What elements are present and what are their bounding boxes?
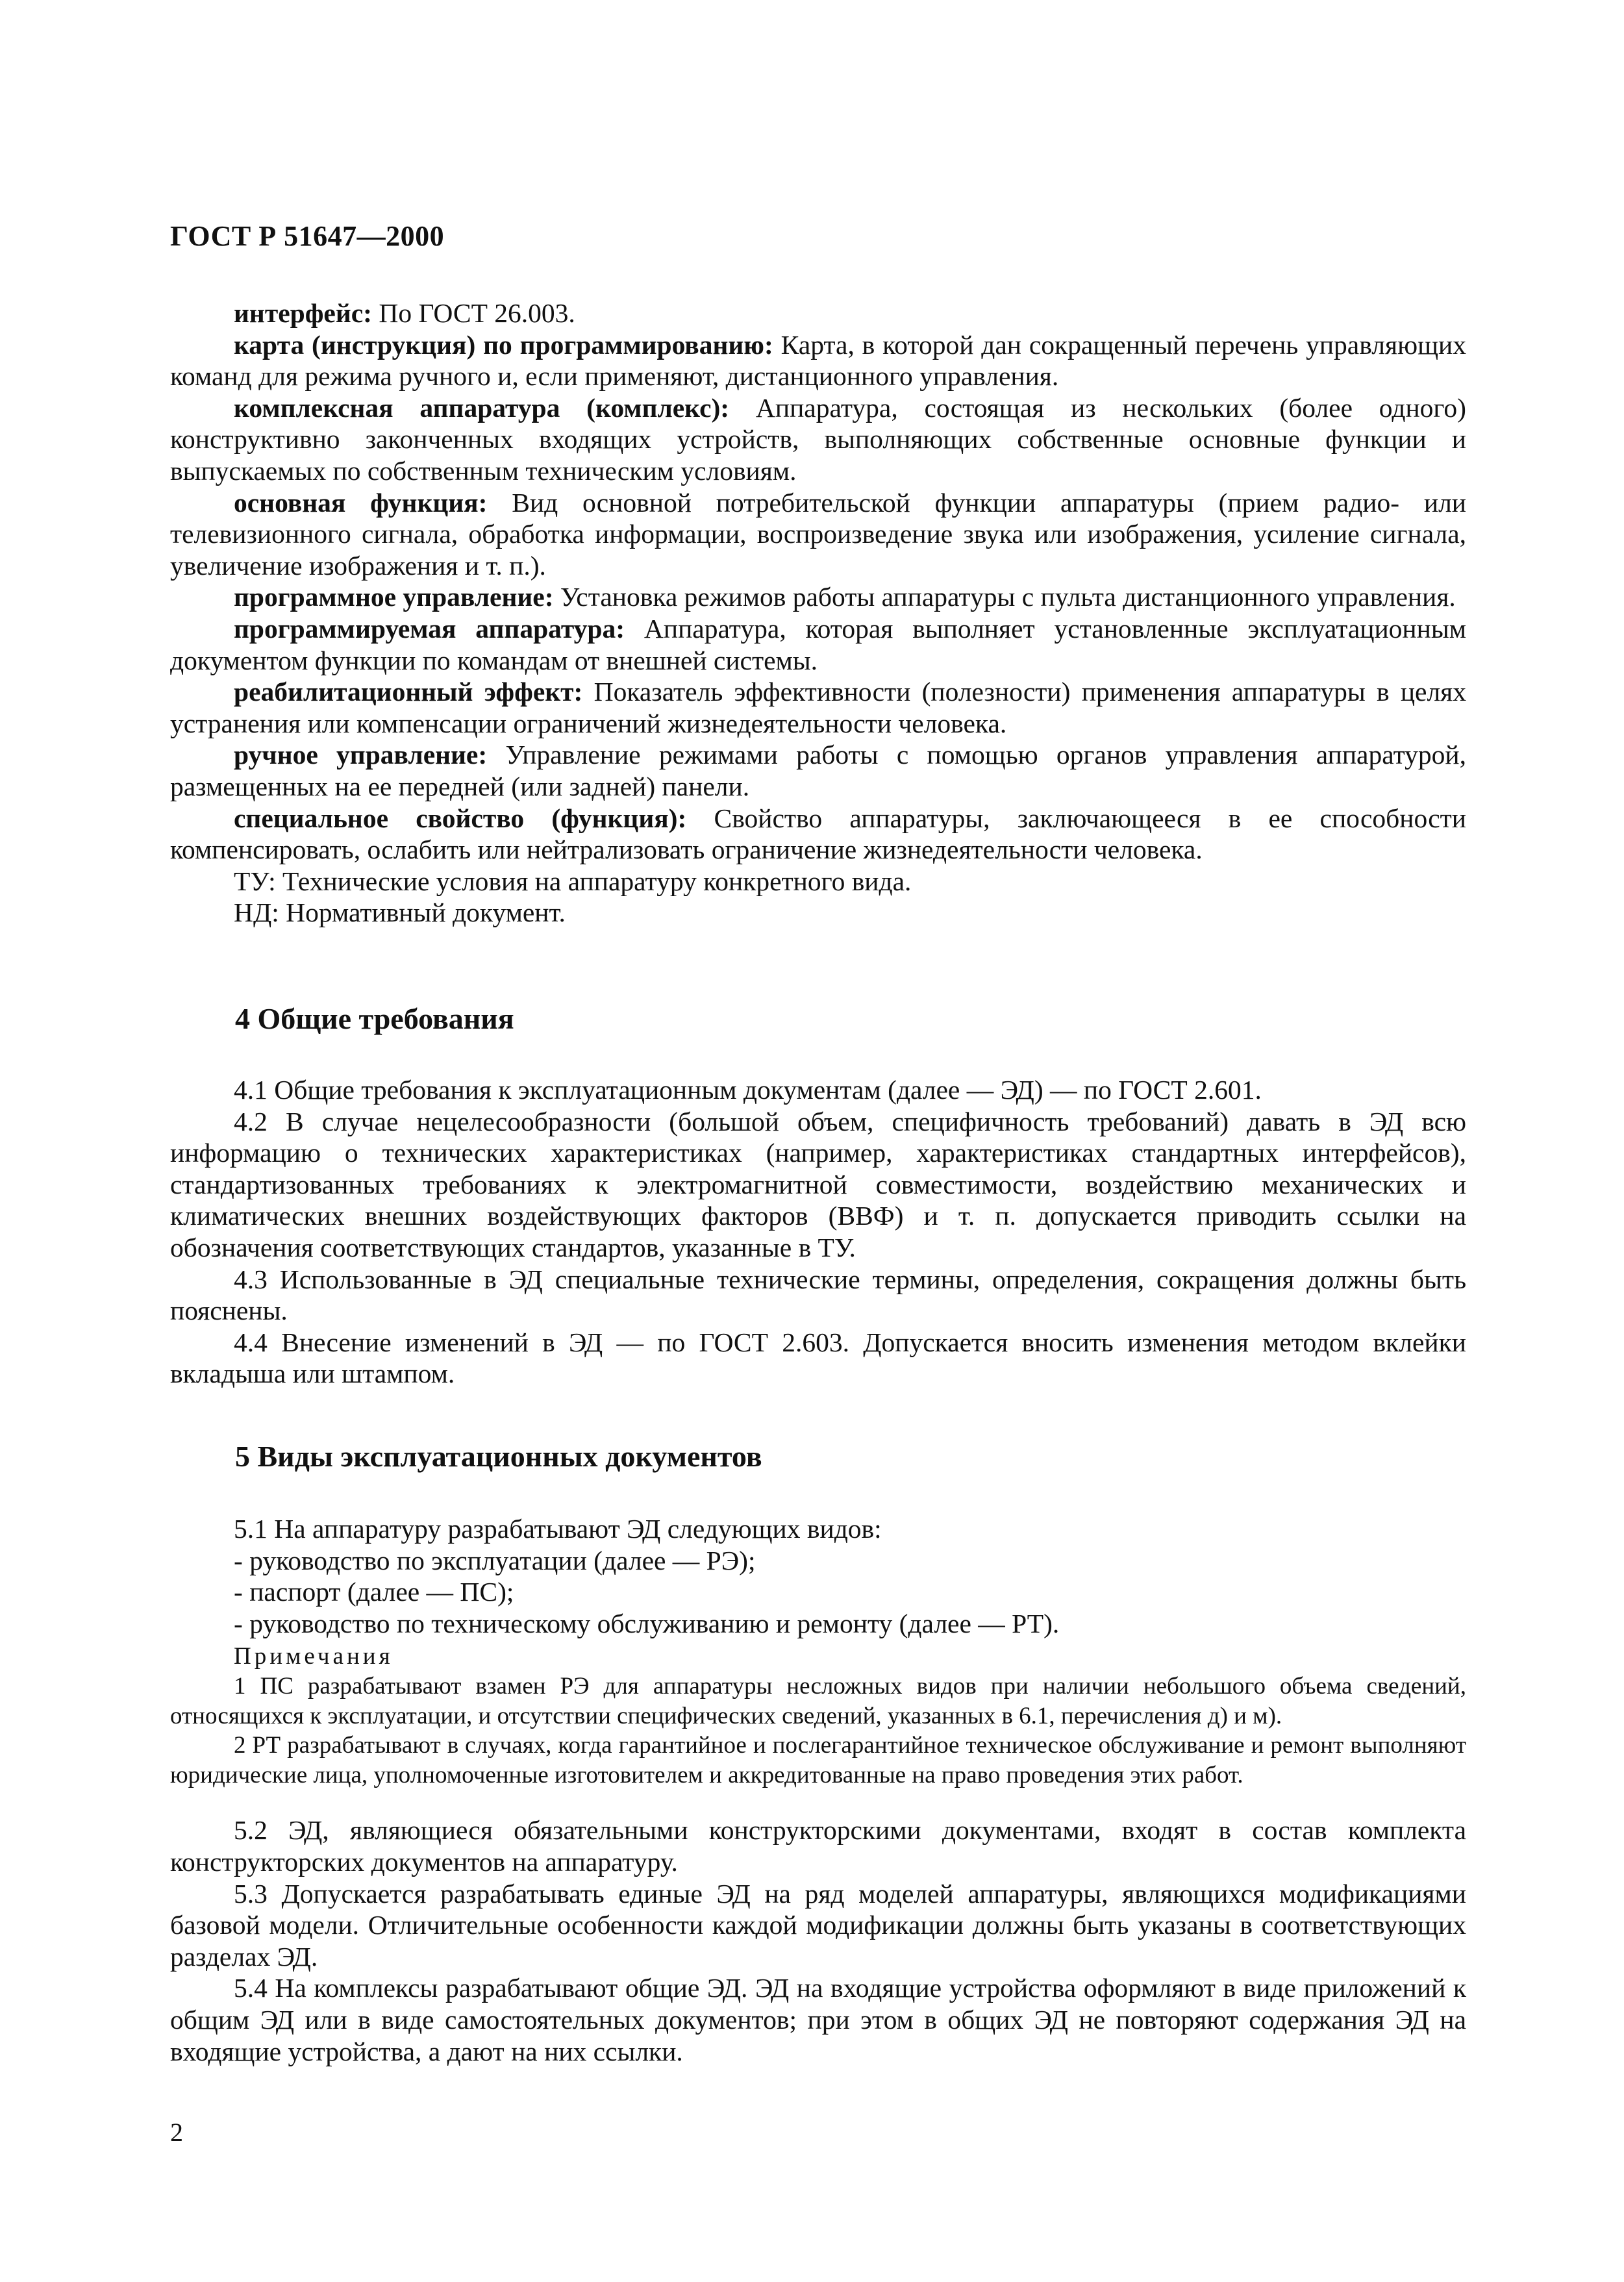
page-number: 2: [170, 2118, 183, 2147]
section-4-heading: 4 Общие требования: [235, 1002, 514, 1035]
paragraph: 5.4 На комплексы разрабатывают общие ЭД. ЭД на входящие устройства оформляют в виде приложений к общим ЭД или в виде самостоятельных документов; при этом в общих ЭД не повторяют содержания ЭД на входящие устройства, а дают на них ссылки.: [170, 1973, 1466, 2066]
definition-item: [170, 739, 1466, 802]
definition-text: ТУ: Технические условия на аппаратуру конкретного вида.: [234, 866, 912, 896]
notes-title: Примечания: [234, 1643, 394, 1670]
definition-text: Вид основной потребительской функции аппаратуры (прием радио- или телевизионного сигнала, обработка информации, воспроизведение звука или изображения, усиление сигнала, увеличение изображения и т. п.).: [170, 487, 1466, 581]
definition-item: [170, 392, 1466, 487]
definition-term: карта (инструкция) по программированию:: [234, 329, 773, 360]
definition-term: ручное управление:: [234, 740, 488, 770]
definition-item: [170, 297, 1466, 329]
definition-item: [170, 613, 1466, 676]
section-5-heading: 5 Виды эксплуатационных документов: [235, 1440, 762, 1473]
definition-item: [170, 803, 1466, 866]
section-4-body: [170, 1074, 1466, 1390]
note: 1 ПС разрабатывают взамен РЭ для аппаратуры несложных видов при наличии небольшого объема сведений, относящихся к эксплуатации, и отсутствии специфических сведений, указанных в 6.1, перечисления д) и м).: [170, 1673, 1466, 1729]
definition-term: программируемая аппаратура:: [234, 613, 625, 644]
definition-text: Управление режимами работы с помощью органов управления аппаратурой, размещенных на ее передней (или задней) панели.: [170, 740, 1466, 801]
definition-item: [170, 897, 1466, 929]
definition-term: программное управление:: [234, 582, 554, 612]
definition-text: Установка режимов работы аппаратуры с пульта дистанционного управления.: [553, 582, 1456, 612]
paragraph: 4.3 Использованные в ЭД специальные технические термины, определения, сокращения должны быть пояснены.: [170, 1264, 1466, 1326]
definition-item: [170, 676, 1466, 739]
note: 2 РТ разрабатывают в случаях, когда гарантийное и послегарантийное техническое обслуживание и ремонт выполняют юридические лица, уполномоченные изготовителем и аккредитованные на право проведения этих работ.: [170, 1732, 1466, 1788]
paragraph: 5.3 Допускается разрабатывать единые ЭД на ряд моделей аппаратуры, являющихся модификациями базовой модели. Отличительные особенности каждой модификации должны быть указаны в соответствующих разделах ЭД.: [170, 1878, 1466, 1972]
paragraph: 4.2 В случае нецелесообразности (большой объем, специфичность требований) давать в ЭД всю информацию о технических характеристиках (например, характеристиках стандартных интерфейсов), стандартизованных требованиях к электромагнитной совместимости, воздействию механических и климатических внешних воздействующих факторов (ВВФ) и т. п. допускается приводить ссылки на обозначения соответствующих стандартов, указанные в ТУ.: [170, 1106, 1466, 1262]
list-item: - руководство по эксплуатации (далее — РЭ);: [234, 1545, 756, 1575]
definition-text: Аппаратура, которая выполняет установленные эксплуатационным документом функции по командам от внешней системы.: [170, 613, 1466, 675]
paragraph: 4.4 Внесение изменений в ЭД — по ГОСТ 2.603. Допускается вносить изменения методом вклейки вкладыша или штампом.: [170, 1327, 1466, 1389]
definition-item: [170, 581, 1466, 613]
definition-text: Показатель эффективности (полезности) применения аппаратуры в целях устранения или компенсации ограничений жизнедеятельности человека.: [170, 677, 1467, 738]
definition-term: комплексная аппаратура (комплекс):: [234, 392, 730, 423]
paragraph: 5.2 ЭД, являющиеся обязательными конструкторскими документами, входят в состав комплекта конструкторских документов на аппаратуру.: [170, 1815, 1466, 1877]
list-item: - паспорт (далее — ПС);: [234, 1577, 514, 1607]
definition-term: реабилитационный эффект:: [234, 677, 583, 707]
definitions-block: [170, 297, 1466, 929]
paragraph: 5.1 На аппаратуру разрабатывают ЭД следующих видов:: [234, 1514, 882, 1544]
definition-text: По ГОСТ 26.003.: [372, 298, 575, 328]
section-5-body: [170, 1513, 1466, 2067]
definition-term: основная функция:: [234, 487, 488, 518]
document-header: ГОСТ Р 51647—2000: [170, 220, 445, 252]
list-item: - руководство по техническому обслуживанию и ремонту (далее — РТ).: [234, 1608, 1060, 1638]
definition-term: интерфейс:: [234, 298, 372, 328]
definition-item: [170, 487, 1466, 582]
definition-text: Свойство аппаратуры, заключающееся в ее способности компенсировать, ослабить или нейтрализовать ограничение жизнедеятельности человека.: [170, 803, 1466, 865]
definition-text: Карта, в которой дан сокращенный перечень управляющих команд для режима ручного и, если применяют, дистанционного управления.: [170, 329, 1466, 392]
definition-item: [170, 866, 1466, 897]
definition-text: НД: Нормативный документ.: [234, 897, 566, 928]
definition-item: [170, 329, 1466, 392]
definition-text: Аппаратура, состоящая из нескольких (более одного) конструктивно законченных входящих устройств, выполняющих собственные основные функции и выпускаемых по собственным техническим условиям.: [170, 392, 1466, 486]
definition-term: специальное свойство (функция):: [234, 803, 687, 833]
paragraph: 4.1 Общие требования к эксплуатационным документам (далее — ЭД) — по ГОСТ 2.601.: [234, 1075, 1262, 1105]
